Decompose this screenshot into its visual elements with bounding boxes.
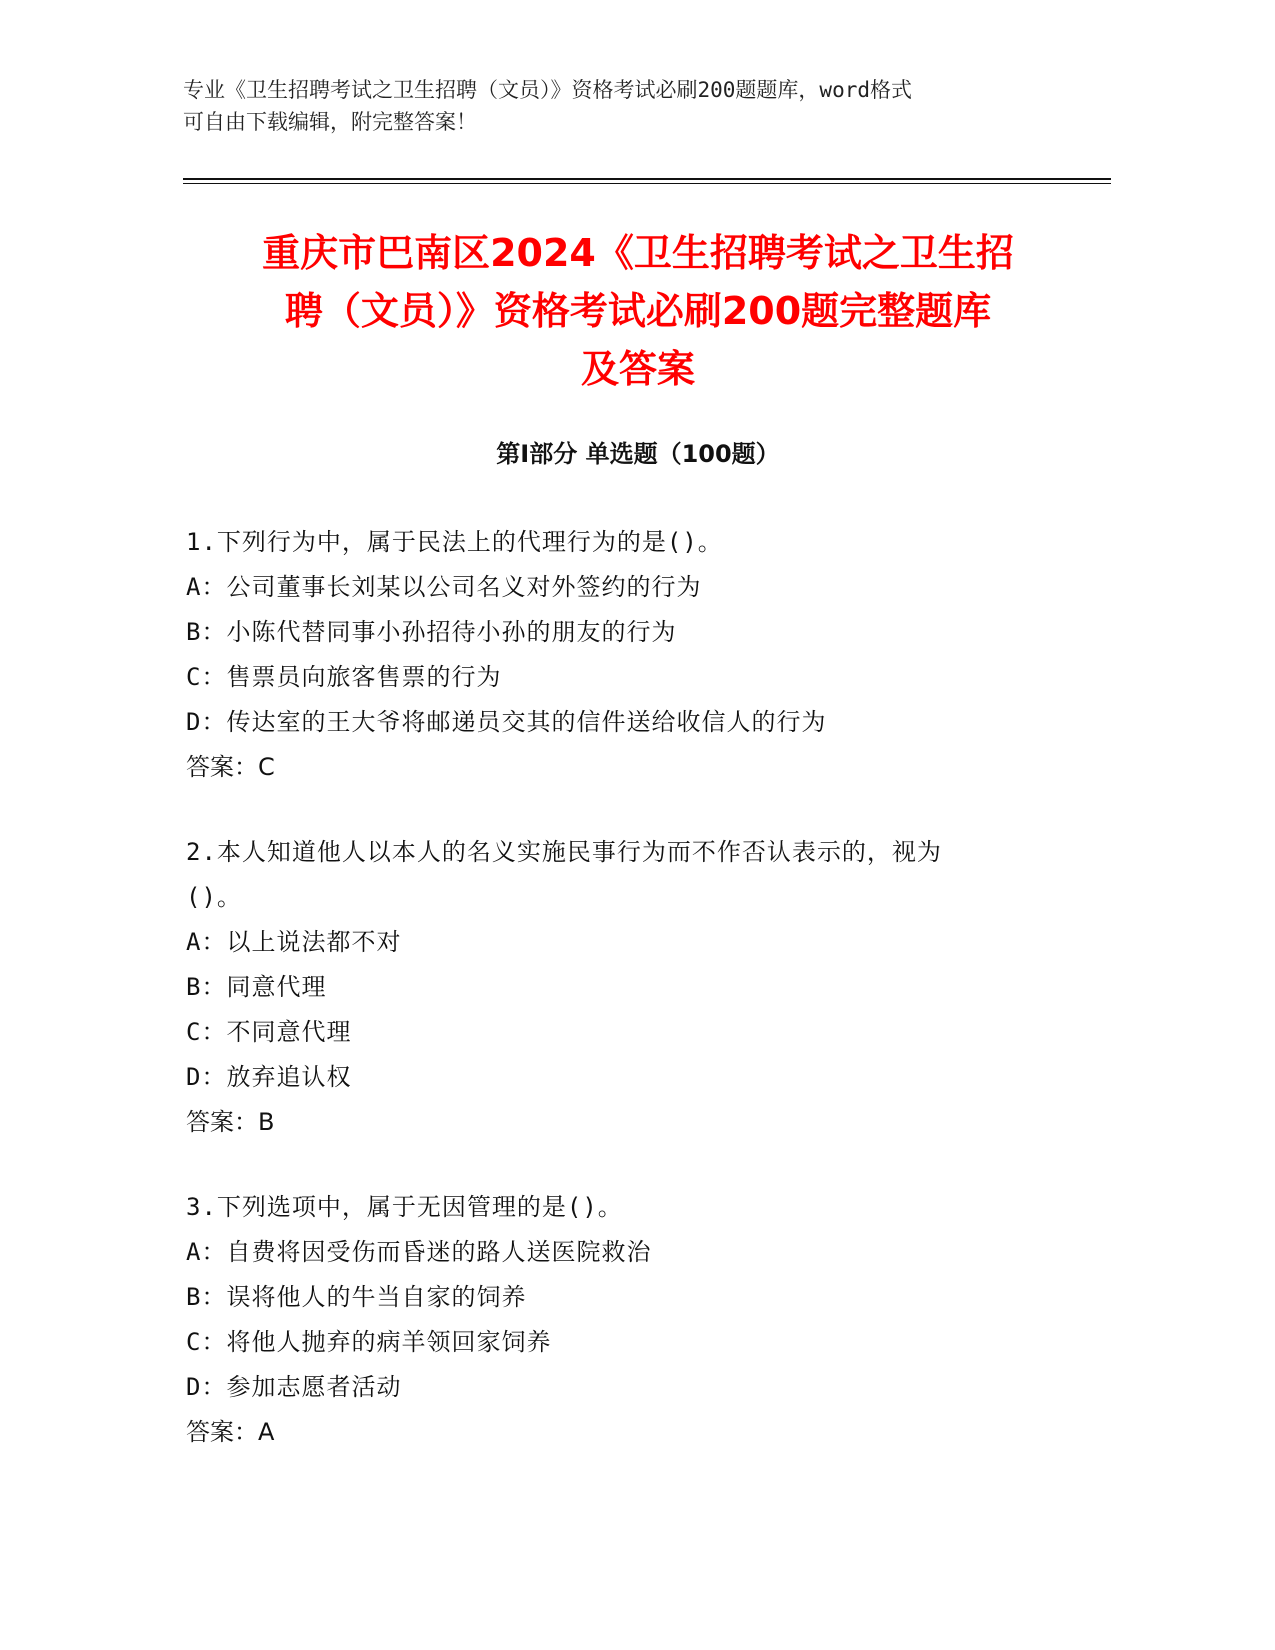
question-2 — [186, 830, 1086, 1145]
option-d: D：参加志愿者活动 — [186, 1373, 402, 1401]
header-note-line-1: 专业《卫生招聘考试之卫生招聘（文员）》资格考试必刷200题题库，word格式 — [183, 78, 912, 102]
option-a: A：以上说法都不对 — [186, 928, 402, 956]
answer-line: 答案：B — [186, 1108, 275, 1136]
header-note-line-2: 可自由下载编辑，附完整答案！ — [183, 110, 477, 134]
option-b: B：误将他人的牛当自家的饲养 — [186, 1283, 527, 1311]
question-stem-continued: ()。 — [186, 883, 242, 911]
section-title: 第Ⅰ部分 单选题（100题） — [496, 440, 780, 468]
option-c: C：将他人抛弃的病羊领回家饲养 — [186, 1328, 552, 1356]
option-c: C：不同意代理 — [186, 1018, 352, 1046]
header-note — [183, 74, 1063, 138]
option-b: B：小陈代替同事小孙招待小孙的朋友的行为 — [186, 618, 677, 646]
option-c: C：售票员向旅客售票的行为 — [186, 663, 502, 691]
question-stem: 3.下列选项中，属于无因管理的是()。 — [186, 1193, 623, 1221]
question-1 — [186, 520, 1086, 790]
header-divider-thick — [183, 178, 1111, 180]
document-title — [183, 224, 1093, 398]
question-stem: 2.本人知道他人以本人的名义实施民事行为而不作否认表示的，视为 — [186, 838, 942, 866]
question-stem: 1.下列行为中，属于民法上的代理行为的是()。 — [186, 528, 723, 556]
option-b: B：同意代理 — [186, 973, 327, 1001]
option-d: D：传达室的王大爷将邮递员交其的信件送给收信人的行为 — [186, 708, 827, 736]
document-title-line-3: 及答案 — [580, 347, 695, 391]
question-3 — [186, 1185, 1086, 1455]
answer-line: 答案：C — [186, 753, 275, 781]
document-title-line-1: 重庆市巴南区2024《卫生招聘考试之卫生招 — [262, 231, 1014, 275]
option-d: D：放弃追认权 — [186, 1063, 352, 1091]
header-divider-thin — [183, 183, 1111, 184]
answer-line: 答案：A — [186, 1418, 275, 1446]
option-a: A：自费将因受伤而昏迷的路人送医院救治 — [186, 1238, 652, 1266]
document-title-line-2: 聘（文员）》资格考试必刷200题完整题库 — [284, 289, 992, 333]
question-list — [186, 520, 1086, 1495]
option-a: A：公司董事长刘某以公司名义对外签约的行为 — [186, 573, 702, 601]
